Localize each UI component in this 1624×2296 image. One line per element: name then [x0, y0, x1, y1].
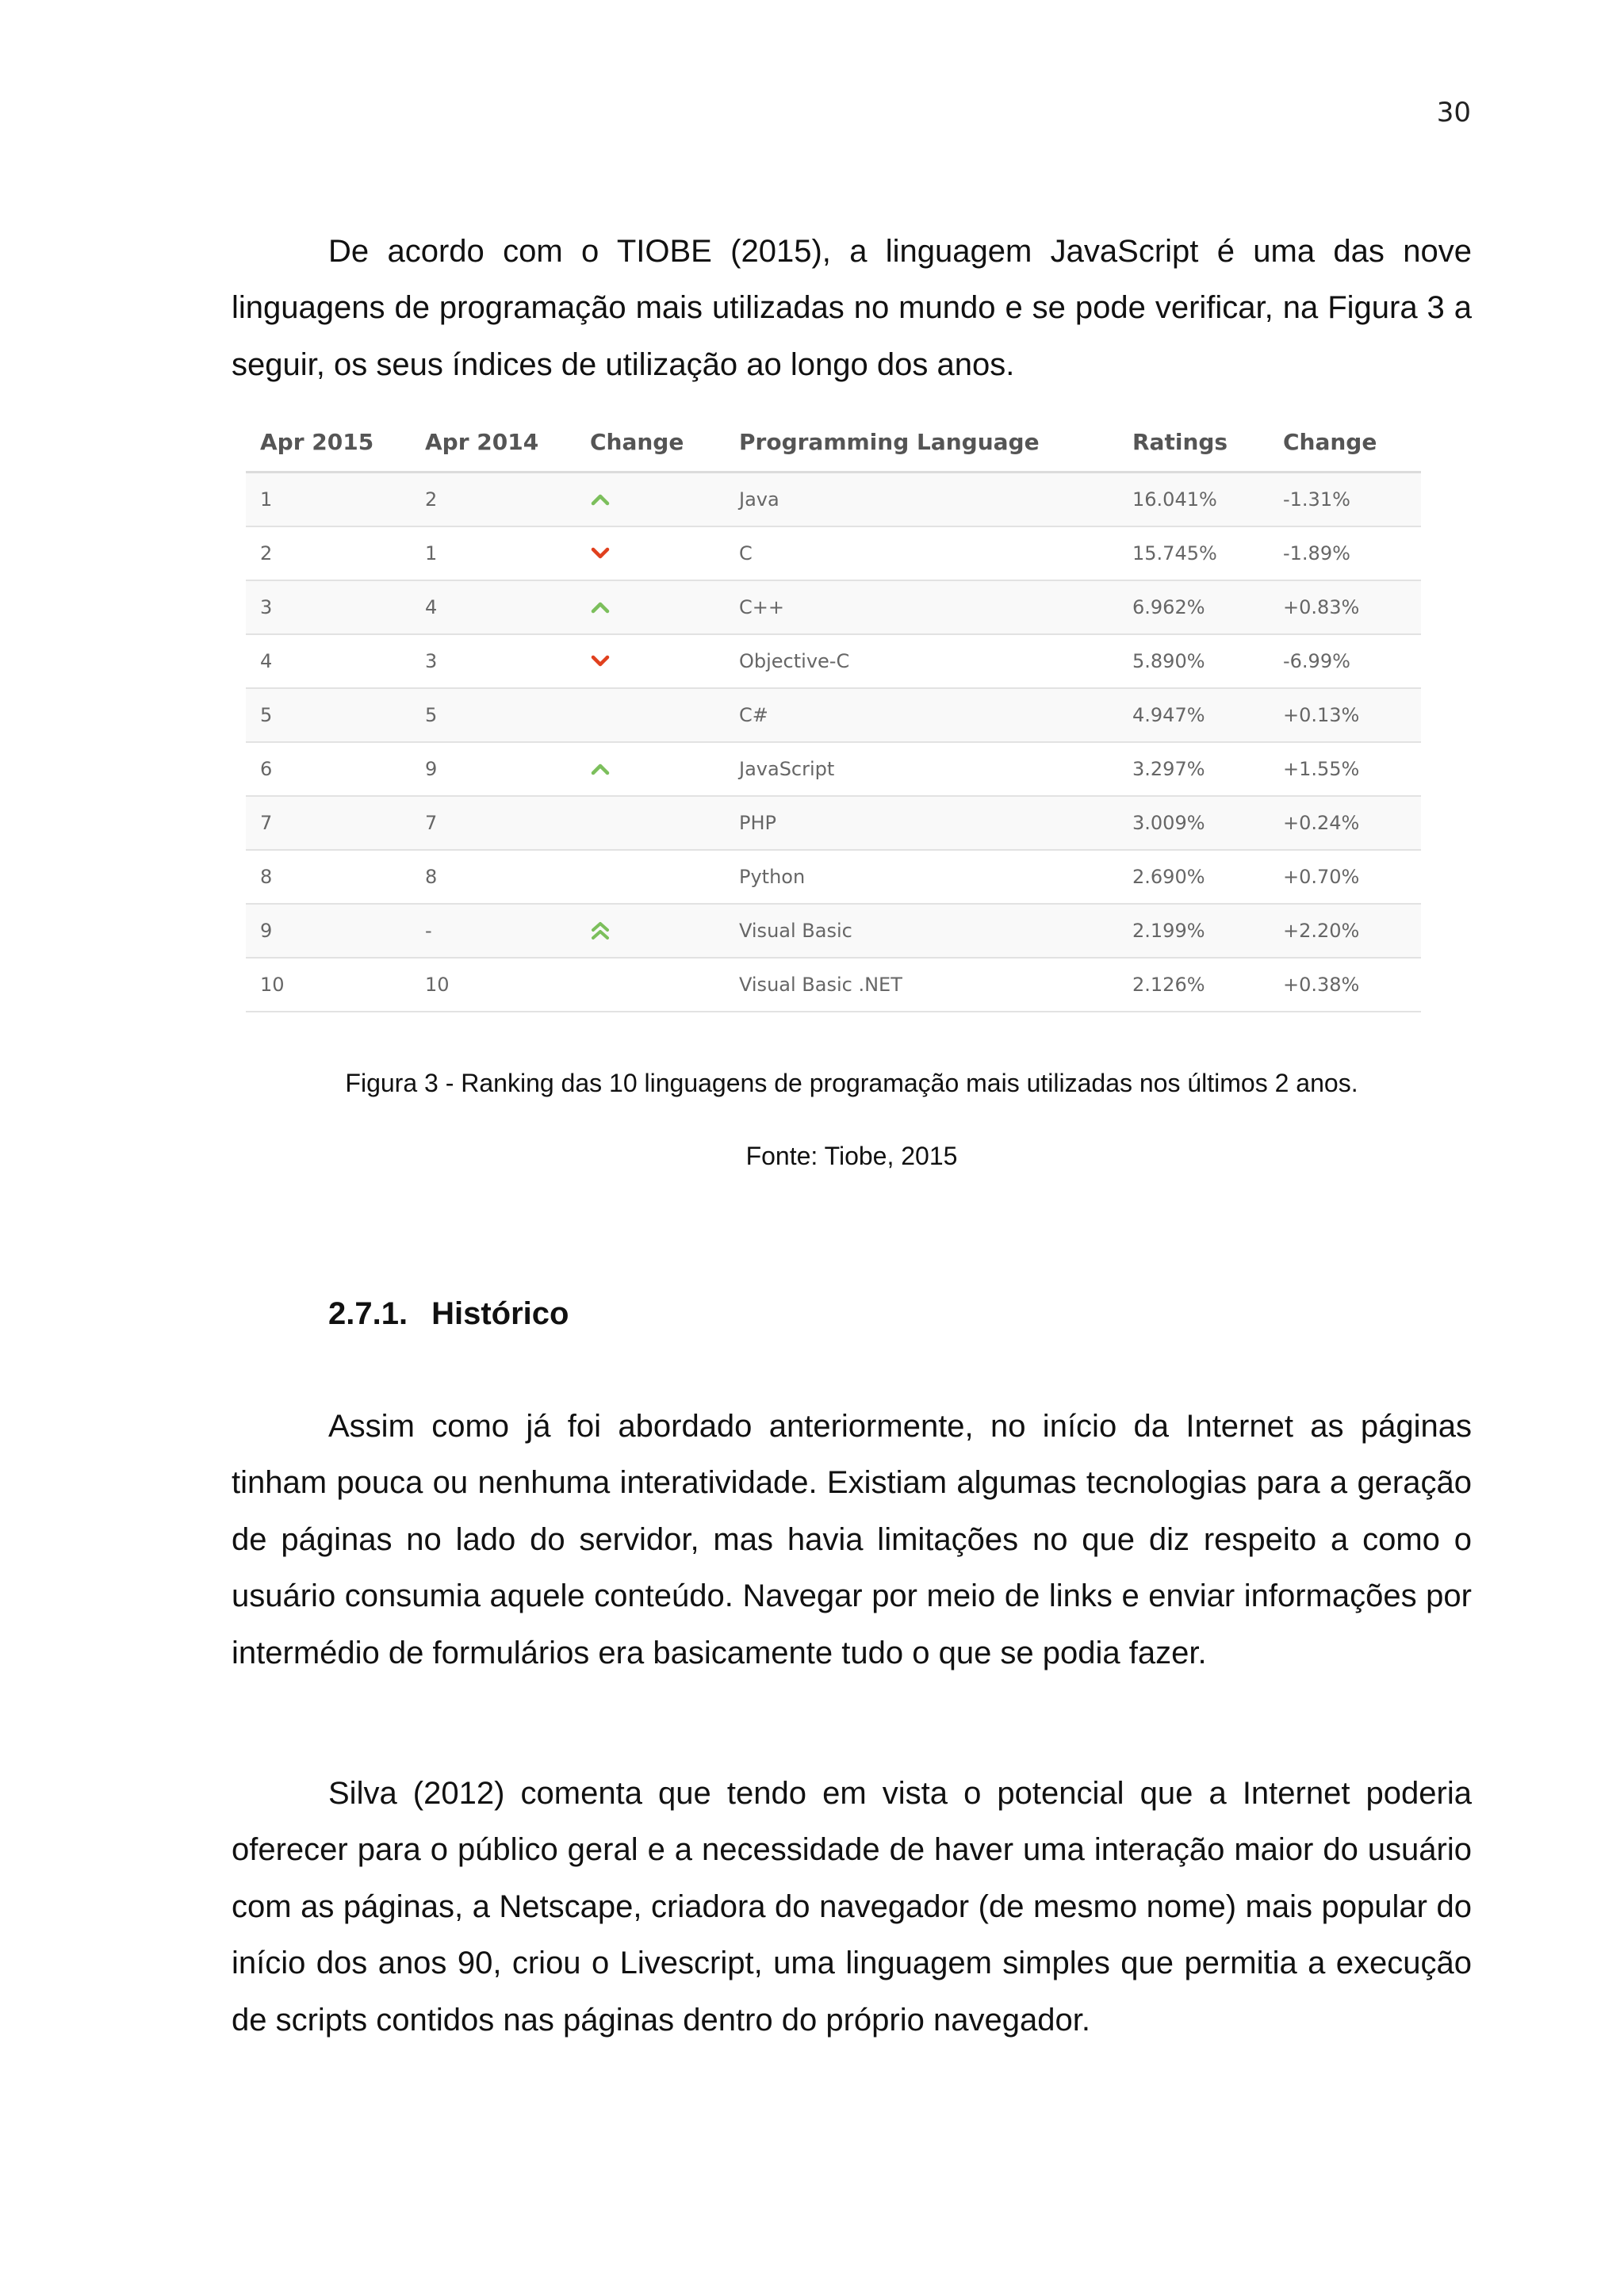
change-icon-cell	[576, 688, 725, 742]
header-change-percent: Change	[1269, 412, 1421, 473]
language-cell: PHP	[725, 796, 1118, 850]
language-cell: JavaScript	[725, 742, 1118, 796]
change-percent-cell: -1.31%	[1269, 473, 1421, 527]
apr-2015-cell: 8	[246, 850, 411, 904]
table-row	[246, 796, 1421, 850]
language-cell: Visual Basic .NET	[725, 958, 1118, 1012]
apr-2015-cell: 2	[246, 526, 411, 580]
tiobe-ranking-table	[246, 412, 1421, 1012]
apr-2015-cell: 10	[246, 958, 411, 1012]
language-cell: C++	[725, 580, 1118, 634]
change-percent-cell: +0.38%	[1269, 958, 1421, 1012]
table-row	[246, 580, 1421, 634]
ratings-cell: 2.126%	[1118, 958, 1269, 1012]
intro-paragraph: De acordo com o TIOBE (2015), a linguagem JavaScript é uma das nove linguagens de programação mais utilizadas no mundo e se pode verificar, na Figura 3 a seguir, os seus índices de utilização ao longo dos anos.	[232, 234, 1472, 382]
apr-2015-cell: 5	[246, 688, 411, 742]
chevron-down-icon	[590, 653, 725, 669]
apr-2014-cell: 8	[411, 850, 576, 904]
table-row	[246, 958, 1421, 1012]
chevron-down-icon	[590, 545, 725, 561]
figure-source: Fonte: Tiobe, 2015	[745, 1142, 958, 1170]
apr-2014-cell: -	[411, 904, 576, 958]
language-cell: Python	[725, 850, 1118, 904]
apr-2015-cell: 4	[246, 634, 411, 688]
ratings-cell: 3.297%	[1118, 742, 1269, 796]
body-paragraph: Silva (2012) comenta que tendo em vista o potencial que a Internet poderia oferecer para o público geral e a necessidade de haver uma interação maior do usuário com as páginas, a Netscape, criadora do navegador (de mesmo nome) mais popular do início dos anos 90, criou o Livescript, uma linguagem simples que permitia a execução de scripts contidos nas páginas dentro do próprio navegador.	[232, 1776, 1472, 2038]
ratings-cell: 16.041%	[1118, 473, 1269, 527]
change-percent-cell: -6.99%	[1269, 634, 1421, 688]
apr-2015-cell: 9	[246, 904, 411, 958]
change-percent-cell: +2.20%	[1269, 904, 1421, 958]
table-row	[246, 634, 1421, 688]
apr-2015-cell: 1	[246, 473, 411, 527]
table-body	[246, 473, 1421, 1012]
apr-2014-cell: 7	[411, 796, 576, 850]
change-percent-cell: +0.13%	[1269, 688, 1421, 742]
section-number: 2.7.1.	[328, 1296, 408, 1331]
change-icon-cell	[576, 580, 725, 634]
apr-2014-cell: 4	[411, 580, 576, 634]
change-percent-cell: +0.70%	[1269, 850, 1421, 904]
table-row	[246, 904, 1421, 958]
table-row	[246, 688, 1421, 742]
apr-2014-cell: 2	[411, 473, 576, 527]
apr-2014-cell: 3	[411, 634, 576, 688]
change-percent-cell: -1.89%	[1269, 526, 1421, 580]
table-row	[246, 473, 1421, 527]
ratings-cell: 2.199%	[1118, 904, 1269, 958]
apr-2015-cell: 6	[246, 742, 411, 796]
language-cell: Visual Basic	[725, 904, 1118, 958]
ratings-cell: 5.890%	[1118, 634, 1269, 688]
figure-caption: Figura 3 - Ranking das 10 linguagens de programação mais utilizadas nos últimos 2 anos.	[345, 1069, 1358, 1097]
table-row	[246, 526, 1421, 580]
page-number: 30	[1436, 97, 1471, 128]
apr-2014-cell: 5	[411, 688, 576, 742]
ratings-cell: 4.947%	[1118, 688, 1269, 742]
ratings-cell: 3.009%	[1118, 796, 1269, 850]
change-icon-cell	[576, 473, 725, 527]
change-percent-cell: +0.83%	[1269, 580, 1421, 634]
chevron-up-icon	[590, 761, 725, 777]
apr-2015-cell: 7	[246, 796, 411, 850]
language-cell: Java	[725, 473, 1118, 527]
ratings-cell: 6.962%	[1118, 580, 1269, 634]
change-icon-cell	[576, 958, 725, 1012]
table-row	[246, 850, 1421, 904]
ratings-cell: 15.745%	[1118, 526, 1269, 580]
language-cell: C#	[725, 688, 1118, 742]
change-percent-cell: +1.55%	[1269, 742, 1421, 796]
apr-2014-cell: 1	[411, 526, 576, 580]
chevron-up-icon	[590, 599, 725, 615]
language-cell: C	[725, 526, 1118, 580]
change-icon-cell	[576, 850, 725, 904]
change-icon-cell	[576, 796, 725, 850]
chevron-up-icon	[590, 492, 725, 507]
apr-2014-cell: 9	[411, 742, 576, 796]
table-header-row	[246, 412, 1421, 473]
double-chevron-up-icon	[590, 920, 725, 942]
header-change: Change	[576, 412, 725, 473]
header-apr-2014: Apr 2014	[411, 412, 576, 473]
table-row	[246, 742, 1421, 796]
header-ratings: Ratings	[1118, 412, 1269, 473]
change-icon-cell	[576, 526, 725, 580]
change-percent-cell: +0.24%	[1269, 796, 1421, 850]
body-paragraph: Assim como já foi abordado anteriormente, no início da Internet as páginas tinham pouca ou nenhuma interatividade. Existiam algumas tecnologias para a geração de páginas no lado do servidor, mas havia limitações no que diz respeito a como o usuário consumia aquele conteúdo. Navegar por meio de links e enviar informações por intermédio de formulários era basicamente tudo o que se podia fazer.	[232, 1409, 1472, 1670]
change-icon-cell	[576, 634, 725, 688]
header-programming-language: Programming Language	[725, 412, 1118, 473]
header-apr-2015: Apr 2015	[246, 412, 411, 473]
apr-2014-cell: 10	[411, 958, 576, 1012]
language-cell: Objective-C	[725, 634, 1118, 688]
apr-2015-cell: 3	[246, 580, 411, 634]
ratings-cell: 2.690%	[1118, 850, 1269, 904]
section-heading	[328, 1296, 569, 1332]
section-title: Histórico	[431, 1296, 569, 1331]
change-icon-cell	[576, 742, 725, 796]
change-icon-cell	[576, 904, 725, 958]
